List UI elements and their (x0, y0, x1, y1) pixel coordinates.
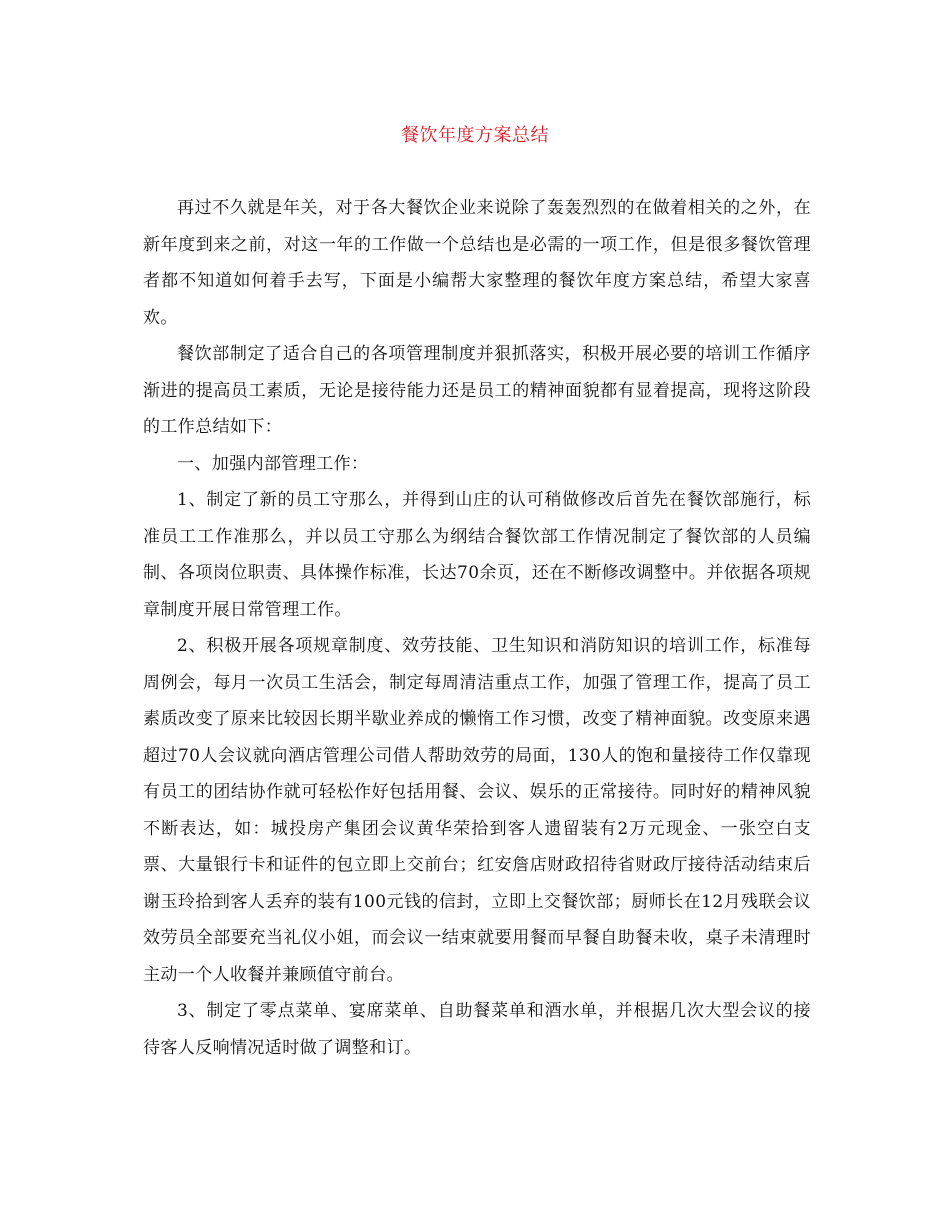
document-body (143, 190, 811, 1066)
section-heading: 一、加强内部管理工作： (177, 453, 369, 474)
paragraph-intro: 再过不久就是年关，对于各大餐饮企业来说除了轰轰烈烈的在做着相关的之外，在新年度到来之前，对这一年的工作做一个总结也是必需的一项工作，但是很多餐饮管理者都不知道如何着手去写，下面是小编帮大家整理的餐饮年度方案总结，希望大家喜欢。 (143, 198, 811, 328)
paragraph-item-1: 1、制定了新的员工守那么，并得到山庄的认可稍做修改后首先在餐饮部施行，标准员工工作准那么，并以员工守那么为纲结合餐饮部工作情况制定了餐饮部的人员编制、各项岗位职责、具体操作标准，长达70余页，还在不断修改调整中。并依据各项规章制度开展日常管理工作。 (143, 490, 811, 620)
paragraph-item-3: 3、制定了零点菜单、宴席菜单、自助餐菜单和酒水单，并根据几次大型会议的接待客人反响情况适时做了调整和订。 (143, 1001, 811, 1058)
paragraph-item-2: 2、积极开展各项规章制度、效劳技能、卫生知识和消防知识的培训工作，标准每周例会，每月一次员工生活会，制定每周清洁重点工作，加强了管理工作，提高了员工素质改变了原来比较因长期半歇业养成的懒惰工作习惯，改变了精神面貌。改变原来遇超过70人会议就向酒店管理公司借人帮助效劳的局面，130人的饱和量接待工作仅靠现有员工的团结协作就可轻松作好包括用餐、会议、娱乐的正常接待。同时好的精神风貌不断表达，如：城投房产集团会议黄华荣拾到客人遗留装有2万元现金、一张空白支票、大量银行卡和证件的包立即上交前台；红安詹店财政招待省财政厅接待活动结束后谢玉玲拾到客人丢弃的装有100元钱的信封，立即上交餐饮部；厨师长在12月残联会议效劳员全部要充当礼仪小姐，而会议一结束就要用餐而早餐自助餐未收，桌子未清理时主动一个人收餐并兼顾值守前台。 (143, 636, 811, 985)
paragraph-overview: 餐饮部制定了适合自己的各项管理制度并狠抓落实，积极开展必要的培训工作循序渐进的提高员工素质，无论是接待能力还是员工的精神面貌都有显着提高，现将这阶段的工作总结如下： (143, 344, 811, 437)
document-title: 餐饮年度方案总结 (401, 125, 549, 146)
